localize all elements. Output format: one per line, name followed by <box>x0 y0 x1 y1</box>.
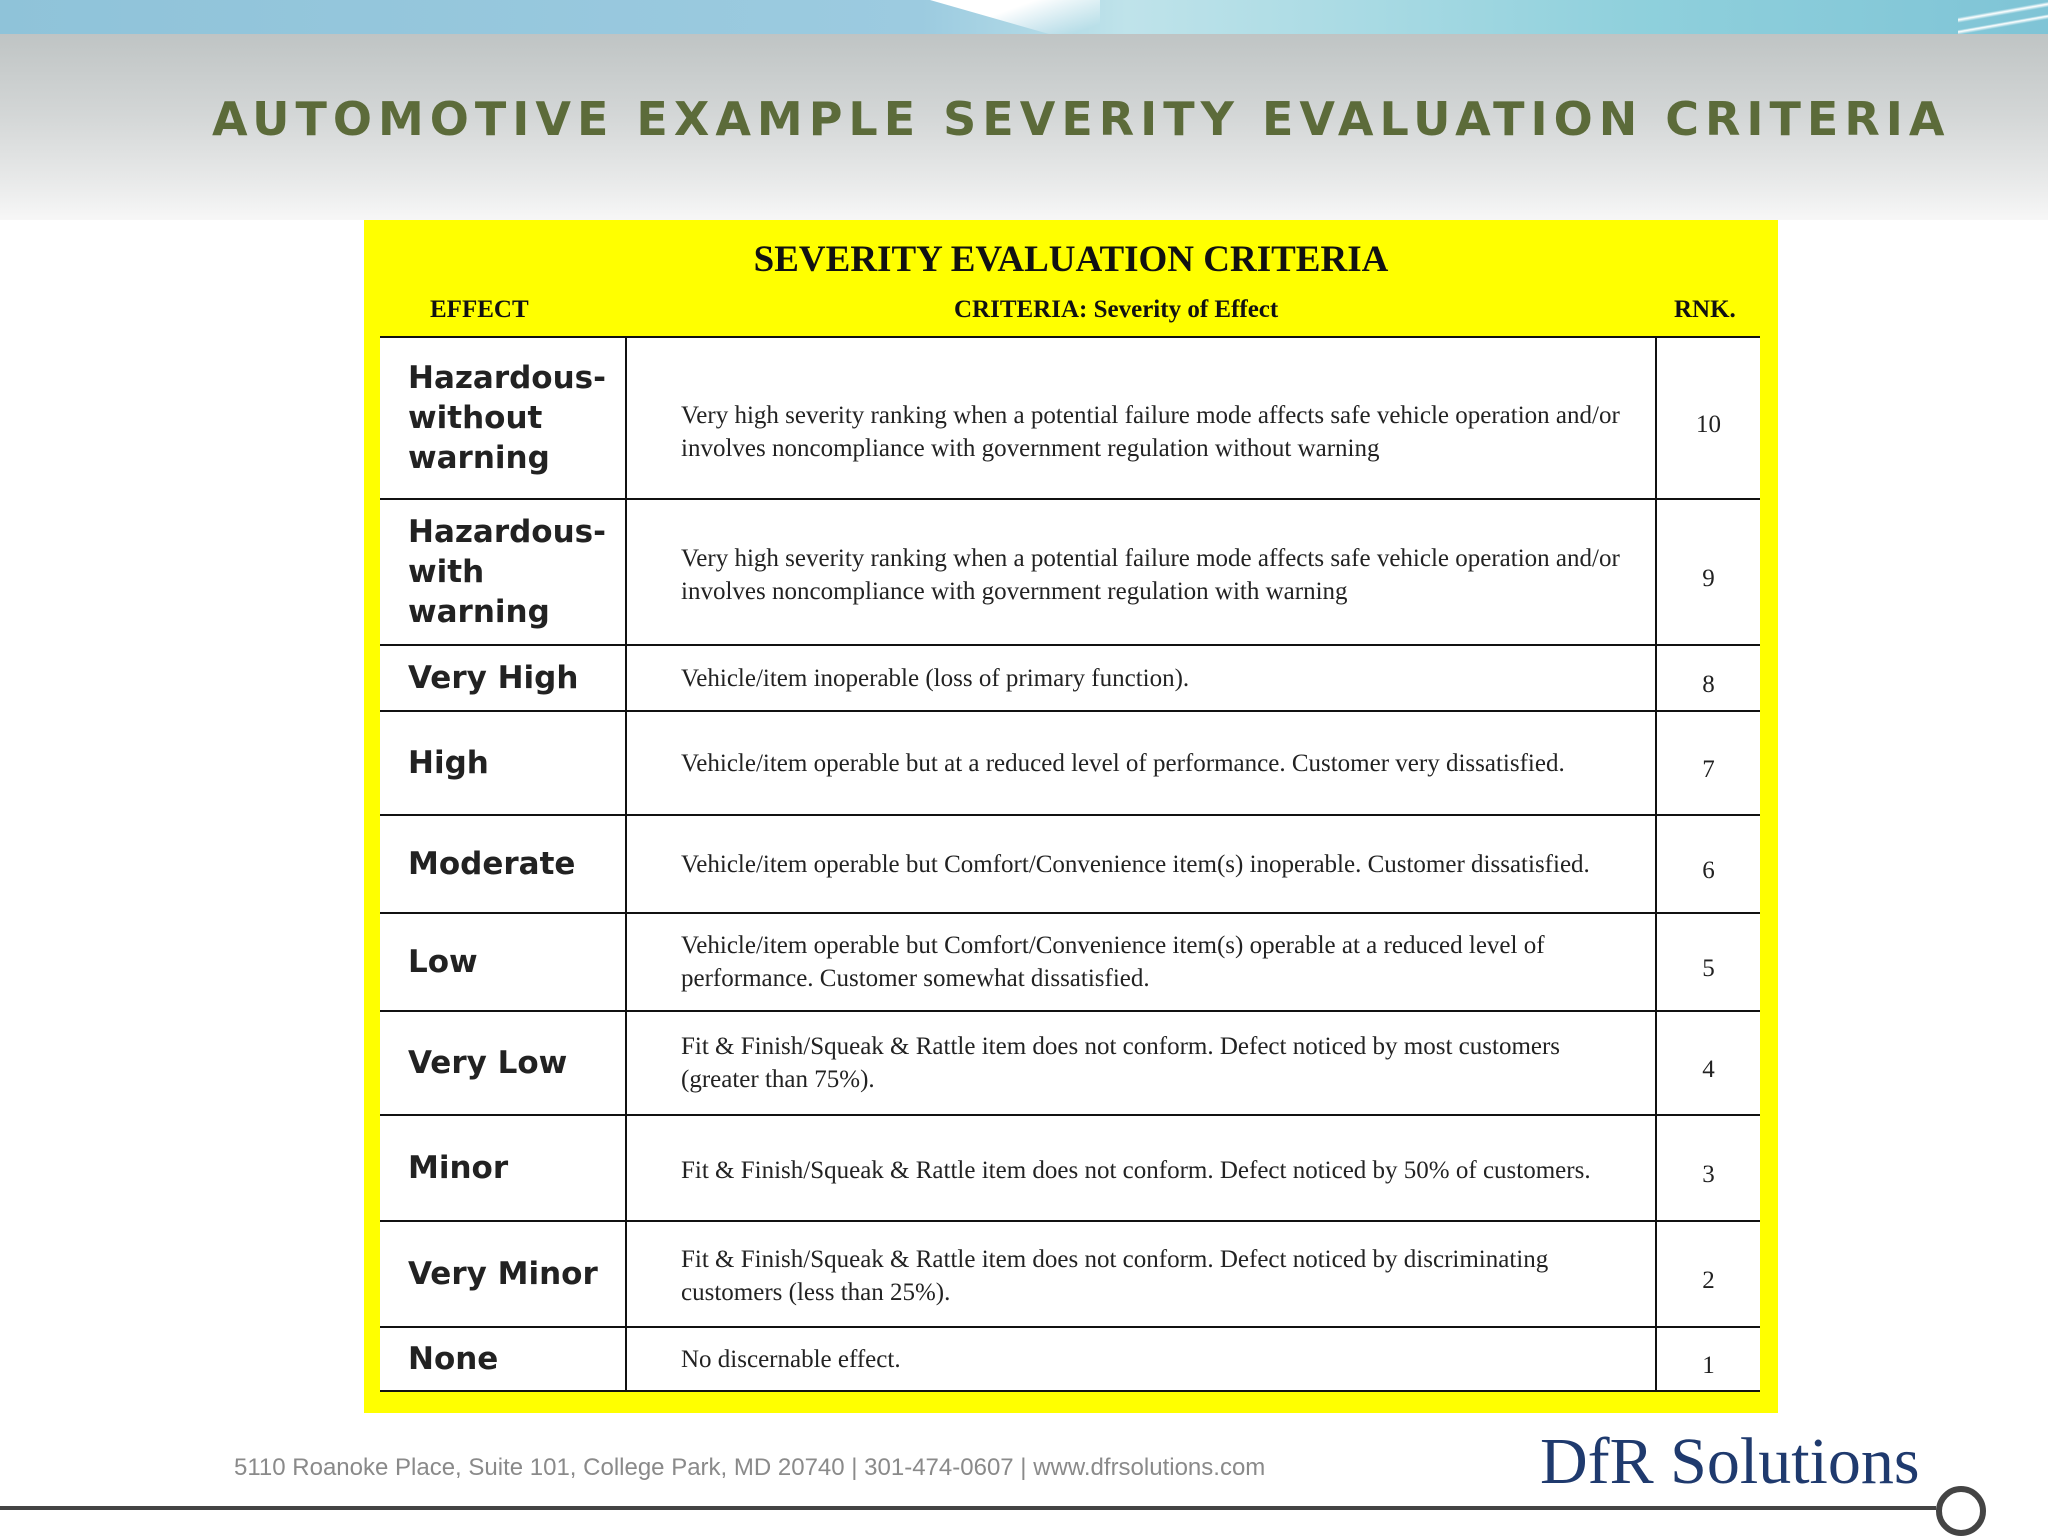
effect-cell: High <box>380 711 626 815</box>
top-decorative-band <box>0 0 2048 34</box>
company-logo: DfR Solutions <box>1540 1425 1920 1498</box>
column-header-rank: RNK. <box>1674 296 1736 323</box>
criteria-cell: Fit & Finish/Squeak & Rattle item does not conform. Defect noticed by discriminating customers (less than 25%). <box>626 1221 1656 1327</box>
table-row <box>380 337 1760 499</box>
table-row <box>380 711 1760 815</box>
footer-address: 5110 Roanoke Place, Suite 101, College Park, MD 20740 | 301-474-0607 | www.dfrsolutions.com <box>234 1454 1266 1481</box>
severity-table <box>380 336 1760 1392</box>
rank-cell: 3 <box>1656 1115 1760 1221</box>
effect-cell: Low <box>380 913 626 1011</box>
effect-cell: Very Minor <box>380 1221 626 1327</box>
table-row <box>380 1327 1760 1391</box>
table-row <box>380 1115 1760 1221</box>
rank-cell: 1 <box>1656 1327 1760 1391</box>
table-row <box>380 1011 1760 1115</box>
band-stripes <box>1958 0 2048 34</box>
effect-cell: Hazardous-with warning <box>380 499 626 645</box>
rank-cell: 9 <box>1656 499 1760 645</box>
table-row <box>380 499 1760 645</box>
criteria-cell: Fit & Finish/Squeak & Rattle item does not conform. Defect noticed by most customers (greater than 75%). <box>626 1011 1656 1115</box>
column-header-effect: EFFECT <box>430 296 529 323</box>
band-swoosh <box>930 0 1100 34</box>
effect-cell: Very Low <box>380 1011 626 1115</box>
rank-cell: 5 <box>1656 913 1760 1011</box>
criteria-cell: Very high severity ranking when a potential failure mode affects safe vehicle operation and/or involves noncompliance with government regulation with warning <box>626 499 1656 645</box>
table-heading: SEVERITY EVALUATION CRITERIA <box>753 239 1389 280</box>
rank-cell: 6 <box>1656 815 1760 913</box>
table-row <box>380 645 1760 711</box>
criteria-cell: Very high severity ranking when a potential failure mode affects safe vehicle operation and/or involves noncompliance with government regulation without warning <box>626 337 1656 499</box>
table-row <box>380 913 1760 1011</box>
table-row <box>380 815 1760 913</box>
rank-cell: 8 <box>1656 645 1760 711</box>
rank-cell: 2 <box>1656 1221 1760 1327</box>
slide-title: AUTOMOTIVE EXAMPLE SEVERITY EVALUATION CRITERIA <box>212 92 1951 146</box>
rank-cell: 4 <box>1656 1011 1760 1115</box>
criteria-cell: Fit & Finish/Squeak & Rattle item does not conform. Defect noticed by 50% of customers. <box>626 1115 1656 1221</box>
criteria-cell: Vehicle/item operable but Comfort/Convenience item(s) inoperable. Customer dissatisfied. <box>626 815 1656 913</box>
effect-cell: Hazardous-without warning <box>380 337 626 499</box>
criteria-cell: Vehicle/item inoperable (loss of primary function). <box>626 645 1656 711</box>
criteria-cell: No discernable effect. <box>626 1327 1656 1391</box>
rank-cell: 7 <box>1656 711 1760 815</box>
effect-cell: Minor <box>380 1115 626 1221</box>
footer-ring-ornament <box>1936 1486 1986 1536</box>
effect-cell: Very High <box>380 645 626 711</box>
effect-cell: None <box>380 1327 626 1391</box>
table-row <box>380 1221 1760 1327</box>
footer-rule <box>0 1506 1936 1510</box>
criteria-cell: Vehicle/item operable but at a reduced level of performance. Customer very dissatisfied. <box>626 711 1656 815</box>
effect-cell: Moderate <box>380 815 626 913</box>
rank-cell: 10 <box>1656 337 1760 499</box>
column-header-criteria: CRITERIA: Severity of Effect <box>954 296 1279 323</box>
criteria-cell: Vehicle/item operable but Comfort/Convenience item(s) operable at a reduced level of performance. Customer somewhat dissatisfied. <box>626 913 1656 1011</box>
